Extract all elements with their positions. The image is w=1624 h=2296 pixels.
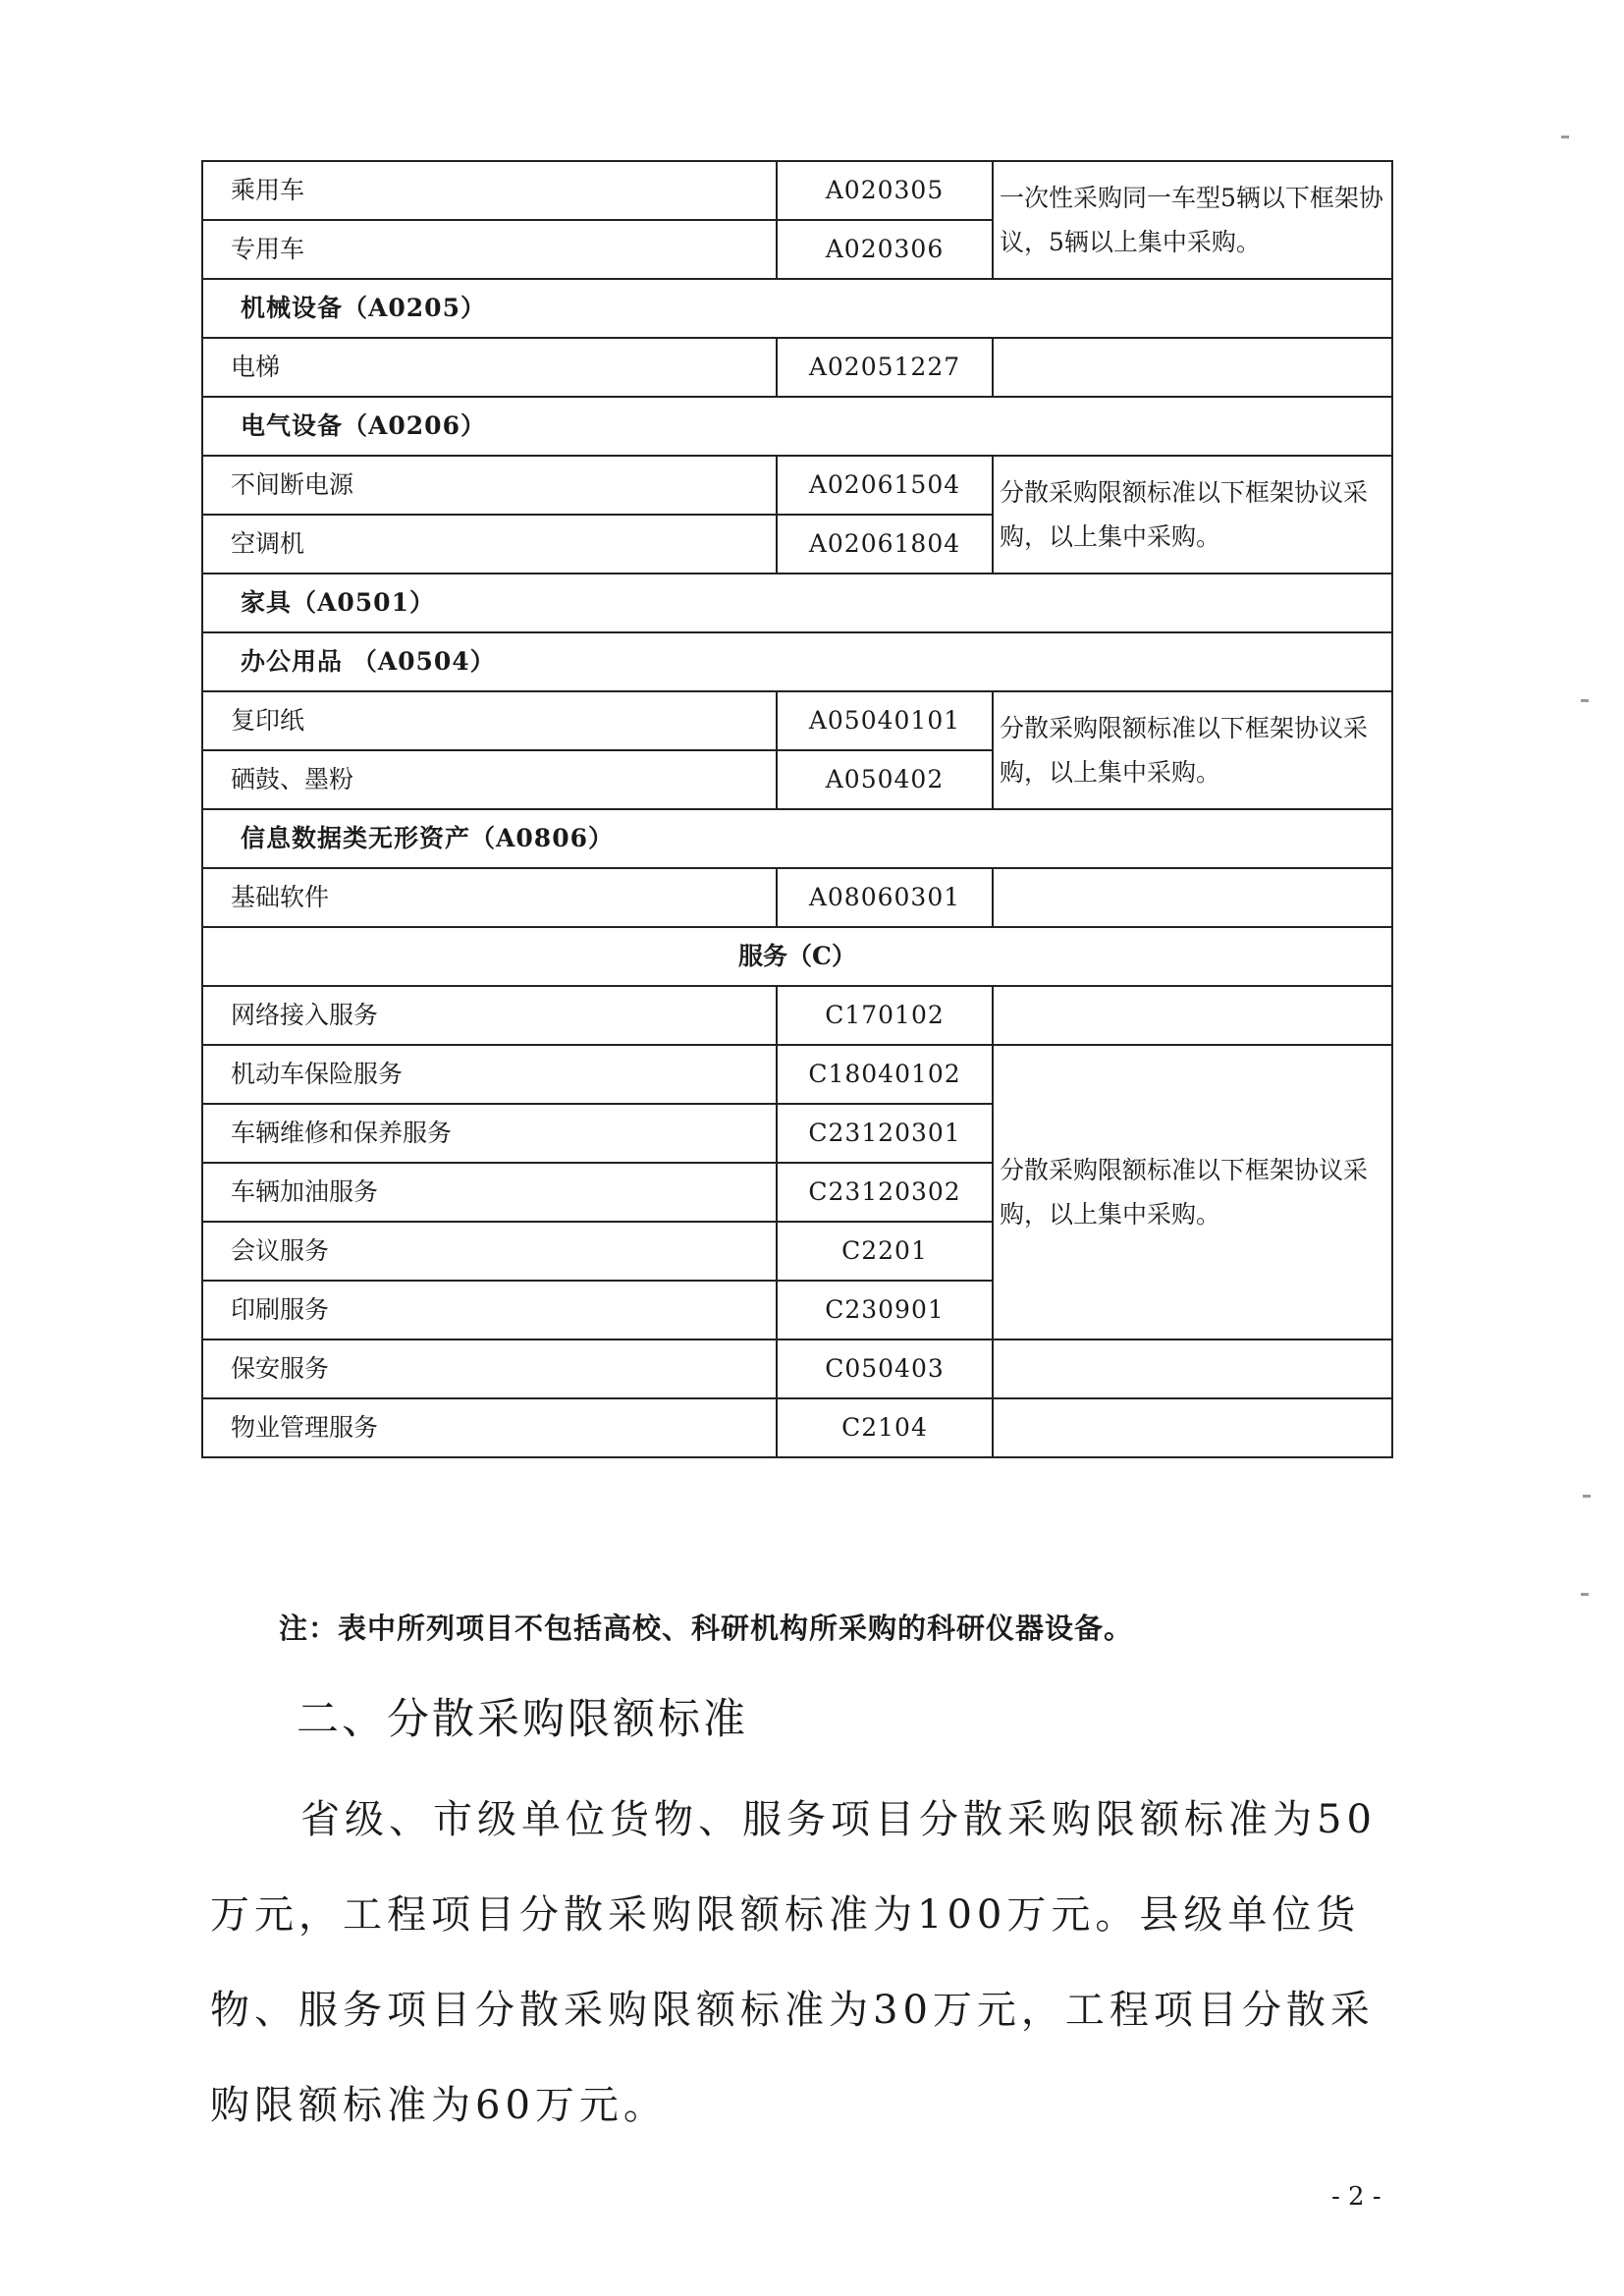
table-row — [202, 161, 1392, 220]
item-name: 网络接入服务 — [202, 986, 777, 1045]
procurement-note: 分散采购限额标准以下框架协议采购，以上集中采购。 — [993, 691, 1392, 809]
item-code: A08060301 — [777, 868, 993, 927]
section-heading: 二、分散采购限额标准 — [297, 1695, 748, 1744]
table-row — [202, 456, 1392, 515]
item-code: C2201 — [777, 1222, 993, 1281]
item-name: 空调机 — [202, 515, 777, 574]
procurement-note — [993, 1398, 1392, 1457]
item-code: A02061804 — [777, 515, 993, 574]
table-row — [202, 1398, 1392, 1457]
table-row — [202, 868, 1392, 927]
item-code: C23120301 — [777, 1104, 993, 1163]
procurement-catalog-table — [201, 160, 1393, 1458]
item-name: 机动车保险服务 — [202, 1045, 777, 1104]
scan-mark — [1581, 699, 1589, 702]
category-row — [202, 574, 1392, 632]
item-code: A02061504 — [777, 456, 993, 515]
procurement-note — [993, 338, 1392, 397]
procurement-note — [993, 868, 1392, 927]
item-code: C2104 — [777, 1398, 993, 1457]
category-row — [202, 809, 1392, 868]
item-code: C050403 — [777, 1339, 993, 1398]
table-row — [202, 691, 1392, 750]
scan-mark — [1583, 1495, 1591, 1498]
page-number: - 2 - — [1331, 2182, 1381, 2212]
category-label: 家具（A0501） — [202, 574, 1392, 632]
category-row — [202, 279, 1392, 338]
item-name: 电梯 — [202, 338, 777, 397]
category-label: 电气设备（A0206） — [202, 397, 1392, 456]
item-name: 基础软件 — [202, 868, 777, 927]
scan-mark — [1561, 136, 1569, 138]
item-name: 印刷服务 — [202, 1281, 777, 1339]
category-label: 机械设备（A0205） — [202, 279, 1392, 338]
category-label: 信息数据类无形资产（A0806） — [202, 809, 1392, 868]
item-code: A05040101 — [777, 691, 993, 750]
category-label: 办公用品 （A0504） — [202, 632, 1392, 691]
table-row — [202, 338, 1392, 397]
body-paragraph: 省级、市级单位货物、服务项目分散采购限额标准为50万元，工程项目分散采购限额标准为100万元。县级单位货物、服务项目分散采购限额标准为30万元，工程项目分散采购限额标准为60万元。 — [210, 1797, 1377, 2128]
item-name: 硒鼓、墨粉 — [202, 750, 777, 809]
item-name: 专用车 — [202, 220, 777, 279]
table-row — [202, 1339, 1392, 1398]
item-code: C18040102 — [777, 1045, 993, 1104]
procurement-note: 分散采购限额标准以下框架协议采购，以上集中采购。 — [993, 1045, 1392, 1339]
item-name: 不间断电源 — [202, 456, 777, 515]
item-code: A020305 — [777, 161, 993, 220]
table-row — [202, 986, 1392, 1045]
item-code: A050402 — [777, 750, 993, 809]
item-name: 车辆维修和保养服务 — [202, 1104, 777, 1163]
item-name: 复印纸 — [202, 691, 777, 750]
category-label: 服务（C） — [202, 927, 1392, 986]
item-name: 乘用车 — [202, 161, 777, 220]
table-row — [202, 1045, 1392, 1104]
item-code: A020306 — [777, 220, 993, 279]
procurement-note — [993, 1339, 1392, 1398]
item-name: 保安服务 — [202, 1339, 777, 1398]
category-row — [202, 397, 1392, 456]
category-row — [202, 632, 1392, 691]
table-body — [202, 161, 1392, 1457]
procurement-note: 一次性采购同一车型5辆以下框架协议，5辆以上集中采购。 — [993, 161, 1392, 279]
procurement-note: 分散采购限额标准以下框架协议采购，以上集中采购。 — [993, 456, 1392, 574]
procurement-note — [993, 986, 1392, 1045]
item-name: 物业管理服务 — [202, 1398, 777, 1457]
category-header-row — [202, 927, 1392, 986]
item-code: C230901 — [777, 1281, 993, 1339]
item-name: 车辆加油服务 — [202, 1163, 777, 1222]
item-code: C23120302 — [777, 1163, 993, 1222]
item-code: A02051227 — [777, 338, 993, 397]
scan-mark — [1581, 1593, 1589, 1596]
item-name: 会议服务 — [202, 1222, 777, 1281]
table-footnote: 注：表中所列项目不包括高校、科研机构所采购的科研仪器设备。 — [279, 1612, 1134, 1645]
item-code: C170102 — [777, 986, 993, 1045]
